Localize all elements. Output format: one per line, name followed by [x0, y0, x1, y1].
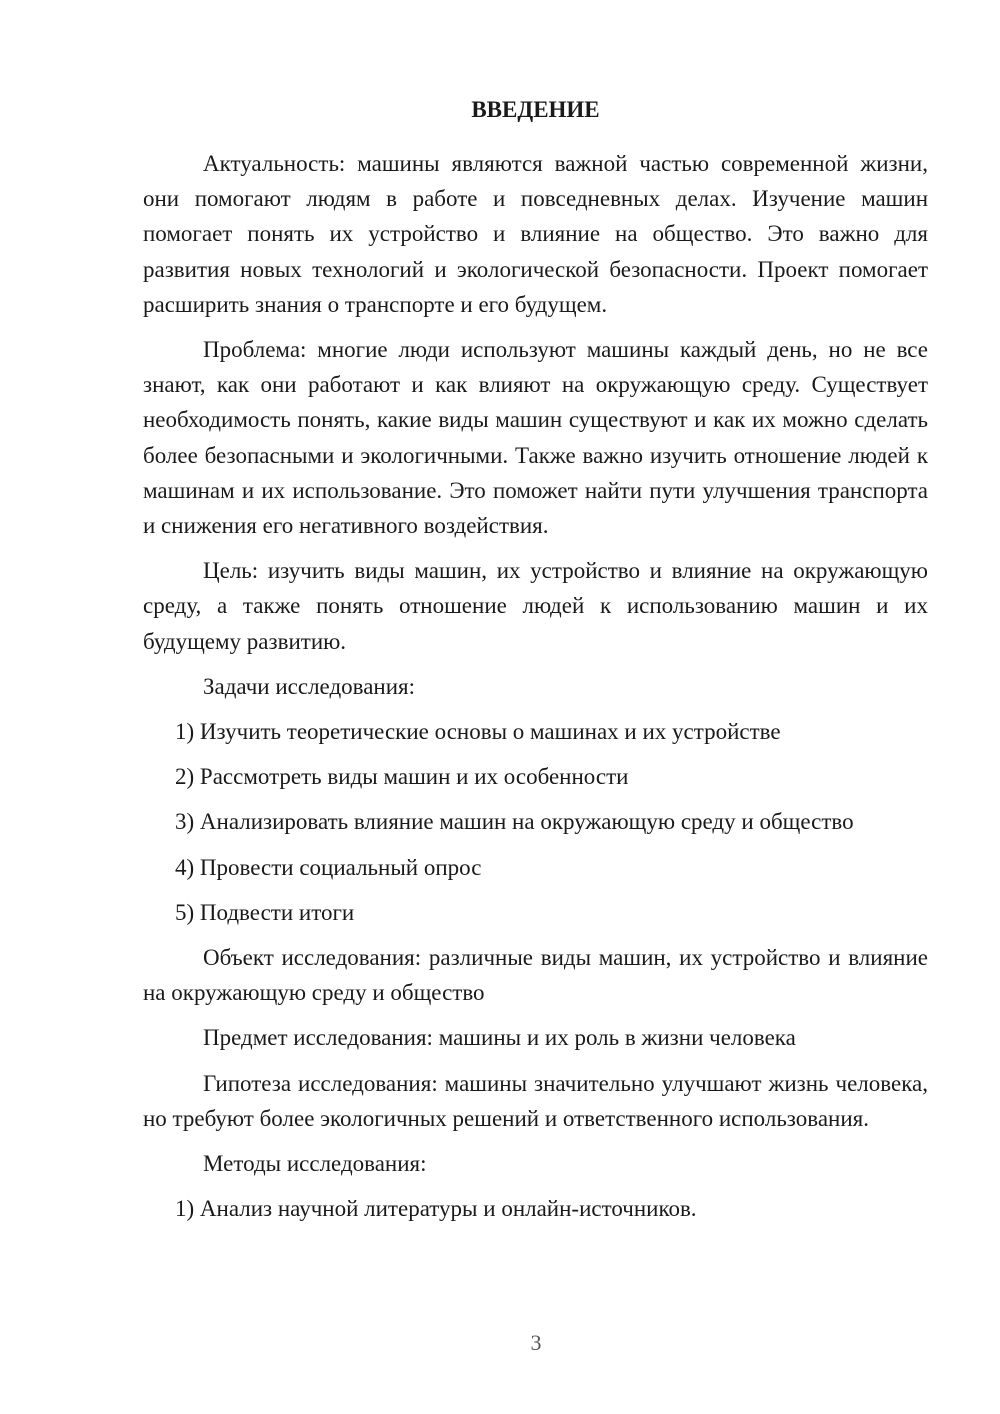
- task-item-3: 3) Анализировать влияние машин на окружающую среду и общество: [175, 809, 854, 835]
- relevance-paragraph: Актуальность: машины являются важной частью современной жизни, они помогают людям в работе и повседневных делах. Изучение машин помогает понять их устройство и влияние на общество. Это важно для развития новых технологий и экологической безопасности. Проект помогает расширить знания о транспорте и его будущем.: [143, 151, 928, 317]
- goal-paragraph: Цель: изучить виды машин, их устройство и влияние на окружающую среду, а также понять отношение людей к использованию машин и их будущему развитию.: [143, 558, 928, 654]
- tasks-heading: Задачи исследования:: [203, 673, 416, 699]
- page-title: ВВЕДЕНИЕ: [471, 97, 600, 122]
- methods-heading: Методы исследования:: [203, 1151, 427, 1177]
- hypothesis-paragraph: Гипотеза исследования: машины значительно улучшают жизнь человека, но требуют более экологичных решений и ответственного использования.: [143, 1070, 928, 1131]
- method-item-1: 1) Анализ научной литературы и онлайн-источников.: [175, 1196, 697, 1222]
- object-paragraph: Объект исследования: различные виды машин, их устройство и влияние на окружающую среду и общество: [143, 945, 928, 1006]
- problem-paragraph: Проблема: многие люди используют машины каждый день, но не все знают, как они работают и как влияют на окружающую среду. Существует необходимость понять, какие виды машин существуют и как их можно сделать более безопасными и экологичными. Также важно изучить отношение людей к машинам и их использование. Это поможет найти пути улучшения транспорта и снижения его негативного воздействия.: [143, 337, 928, 539]
- task-item-1: 1) Изучить теоретические основы о машинах и их устройстве: [175, 719, 781, 745]
- task-item-5: 5) Подвести итоги: [175, 899, 355, 925]
- task-item-2: 2) Рассмотреть виды машин и их особенности: [175, 764, 629, 790]
- page-content: [143, 92, 928, 1236]
- subject-paragraph: Предмет исследования: машины и их роль в жизни человека: [203, 1025, 796, 1051]
- page-number: 3: [530, 1330, 542, 1355]
- task-item-4: 4) Провести социальный опрос: [175, 854, 482, 880]
